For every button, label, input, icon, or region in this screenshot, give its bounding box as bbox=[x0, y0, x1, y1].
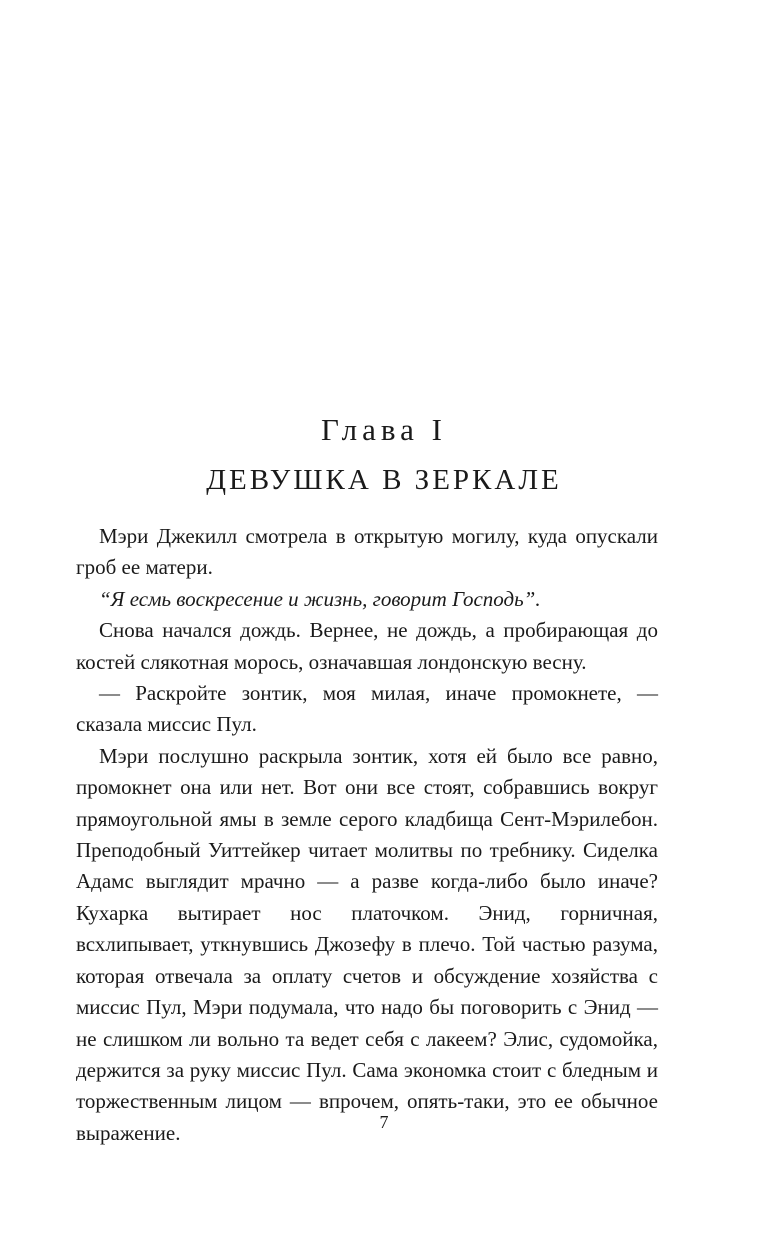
chapter-heading: Глава I bbox=[321, 412, 447, 447]
paragraph-quote: “Я есмь воскресение и жизнь, говорит Господь”. bbox=[99, 586, 541, 611]
paragraph: Снова начался дождь. Вернее, не дождь, а пробирающая до костей слякотная морось, означавшая лондонскую весну. bbox=[76, 618, 658, 674]
paragraph-dialogue: — Раскройте зонтик, моя милая, иначе промокнете, — сказала миссис Пул. bbox=[76, 681, 658, 737]
body-text bbox=[76, 521, 658, 1149]
chapter-title: ДЕВУШКА В ЗЕРКАЛЕ bbox=[206, 464, 562, 496]
page-number: 7 bbox=[379, 1112, 389, 1132]
paragraph: Мэри Джекилл смотрела в открытую могилу, куда опускали гроб ее матери. bbox=[76, 524, 658, 580]
paragraph: Мэри послушно раскрыла зонтик, хотя ей было все равно, промокнет она или нет. Вот они все стоят, собравшись вокруг прямоугольной ямы в земле серого кладбища Сент-Мэрилебон. Преподобный Уиттейкер читает молитвы по требнику. Сиделка Адамс выглядит мрачно — а разве когда-либо было иначе? Кухарка вытирает нос платочком. Энид, горничная, всхлипывает, уткнувшись Джозефу в плечо. Той частью разума, которая отвечала за оплату счетов и обсуждение хозяйства с миссис Пул, Мэри подумала, что надо бы поговорить с Энид — не слишком ли вольно та ведет себя с лакеем? Элис, судомойка, держится за руку миссис Пул. Сама экономка стоит с бледным и торжественным лицом — впрочем, опять-таки, это ее обычное выражение. bbox=[76, 743, 658, 1145]
